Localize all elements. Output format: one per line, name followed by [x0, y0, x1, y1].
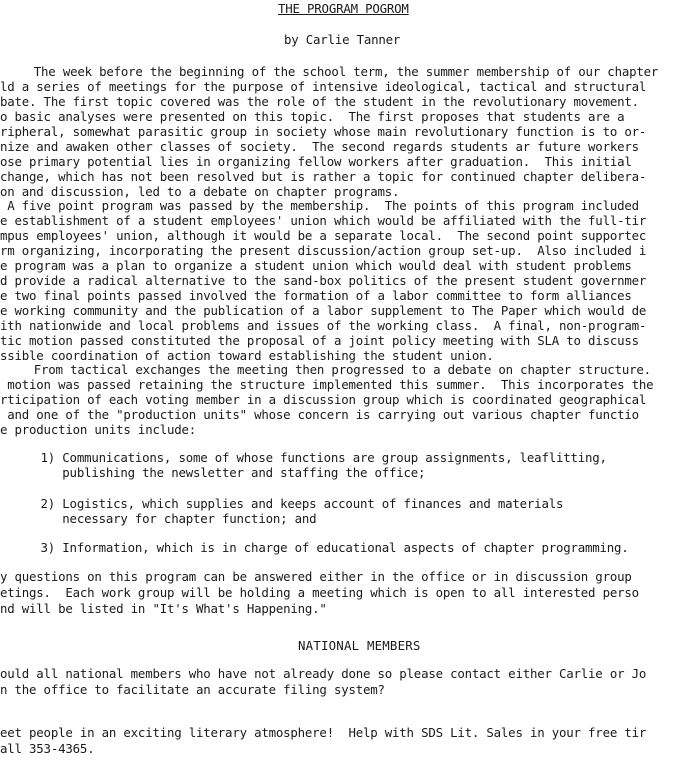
paragraph-line: n the office to facilitate an accurate filing system?: [0, 682, 385, 697]
paragraph-line: e two final points passed involved the formation of a labor committee to form alliances: [0, 288, 639, 303]
paragraph-line: y questions on this program can be answered either in the office or in discussion group: [0, 569, 632, 584]
paragraph-line: o basic analyses were presented on this topic. The first proposes that students are a: [0, 109, 625, 124]
paragraph-line: ose primary potential lies in organizing fellow workers after graduation. This initial: [0, 154, 632, 169]
list-item-line: necessary for chapter function; and: [26, 511, 317, 526]
paragraph-line: nd will be listed in "It's What's Happening.": [0, 601, 327, 616]
section-heading: NATIONAL MEMBERS: [298, 638, 421, 653]
paragraph-line: The week before the beginning of the school term, the summer membership of our chapter: [12, 64, 659, 79]
paragraph-line: ith nationwide and local problems and issues of the working class. A final, non-program-: [0, 318, 647, 333]
paragraph-line: e production units include:: [0, 422, 197, 437]
document-title: THE PROGRAM POGROM: [278, 1, 409, 16]
list-item-line: 3) Information, which is in charge of educational aspects of chapter programming.: [26, 540, 629, 555]
paragraph-line: tic motion passed constituted the proposal of a joint policy meeting with SLA to discuss: [0, 333, 639, 348]
paragraph-line: A five point program was passed by the membership. The points of this program included: [0, 198, 639, 213]
paragraph-line: eet people in an exciting literary atmosphere! Help with SDS Lit. Sales in your free tir: [0, 725, 647, 740]
paragraph-line: change, which has not been resolved but is rather a topic for continued chapter delibera-: [0, 169, 647, 184]
paragraph-line: From tactical exchanges the meeting then progressed to a debate on chapter structure.: [12, 362, 651, 377]
paragraph-line: and one of the "production units" whose concern is carrying out various chapter functio: [0, 407, 639, 422]
list-item-line: 1) Communications, some of whose functions are group assignments, leaflitting,: [26, 450, 607, 465]
paragraph-line: ould all national members who have not already done so please contact either Carlie or Jo: [0, 666, 647, 681]
byline: by Carlie Tanner: [284, 32, 401, 47]
paragraph-line: e program was a plan to organize a student union which would deal with student problems: [0, 258, 632, 273]
paragraph-line: ld a series of meetings for the purpose of intensive ideological, tactical and structural: [0, 79, 647, 94]
paragraph-line: ripheral, somewhat parasitic group in society whose main revolutionary function is to or-: [0, 124, 647, 139]
paragraph-line: d provide a radical alternative to the sand-box politics of the present student governmer: [0, 273, 647, 288]
paragraph-line: on and discussion, led to a debate on chapter programs.: [0, 184, 400, 199]
paragraph-line: nize and awaken other classes of society. The second regards students ar future workers: [0, 139, 639, 154]
paragraph-line: motion was passed retaining the structure implemented this summer. This incorporates the: [0, 377, 654, 392]
list-item-line: 2) Logistics, which supplies and keeps account of finances and materials: [26, 496, 564, 511]
paragraph-line: rm organizing, incorporating the present discussion/action group set-up. Also included i: [0, 243, 647, 258]
paragraph-line: all 353-4365.: [0, 741, 95, 756]
paragraph-line: e working community and the publication of a labor supplement to The Paper which would de: [0, 303, 647, 318]
paragraph-line: e establishment of a student employees' union which would be affiliated with the full-tir: [0, 213, 647, 228]
paragraph-line: bate. The first topic covered was the role of the student in the revolutionary movement.: [0, 94, 639, 109]
paragraph-line: etings. Each work group will be holding a meeting which is open to all interested perso: [0, 585, 639, 600]
paragraph-line: ssible coordination of action toward establishing the student union.: [0, 348, 494, 363]
paragraph-line: rticipation of each voting member in a discussion group which is coordinated geographical: [0, 392, 647, 407]
list-item-line: publishing the newsletter and staffing the office;: [26, 465, 426, 480]
paragraph-line: mpus employees' union, although it would be a separate local. The second point supportec: [0, 228, 647, 243]
